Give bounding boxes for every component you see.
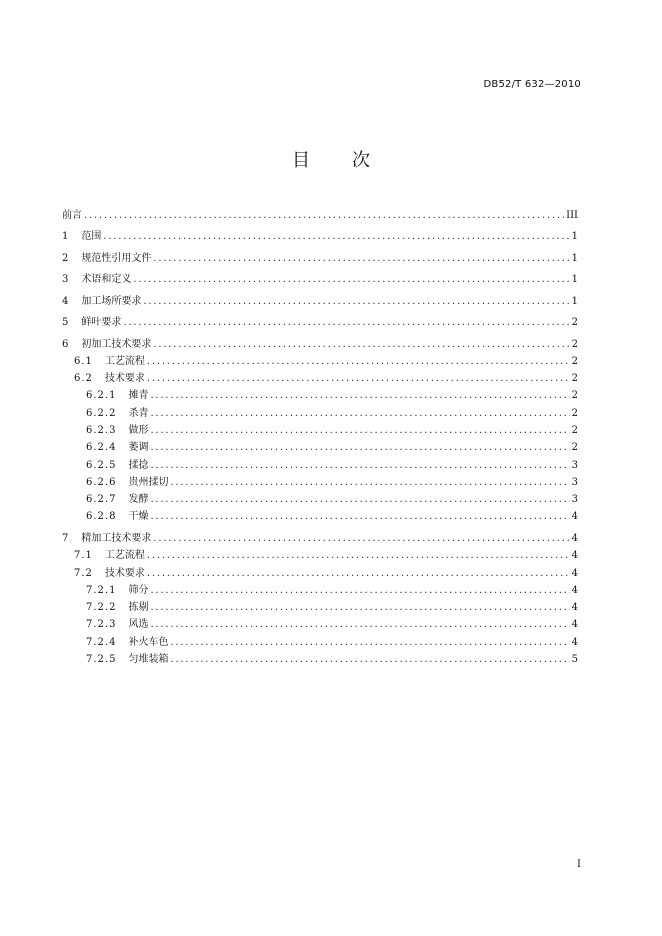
toc-entry[interactable] xyxy=(62,471,578,488)
toc-leader-dots xyxy=(147,550,570,561)
toc-entry-label: 初加工技术要求 xyxy=(81,338,152,350)
toc-entry-label: 前言 xyxy=(62,209,82,221)
toc-entry-label: 杀青 xyxy=(128,407,149,419)
toc-entry-label: 干燥 xyxy=(128,511,149,523)
toc-leader-dots xyxy=(150,460,569,471)
toc-entry-page: 4 xyxy=(571,550,578,562)
toc-entry[interactable] xyxy=(62,307,578,329)
toc-entry-label: 匀堆装箱 xyxy=(128,654,169,666)
toc-entry-number: 6.2.8 xyxy=(86,511,117,523)
toc-entry-page: 1 xyxy=(571,295,578,307)
toc-leader-dots xyxy=(84,210,564,221)
toc-leader-dots xyxy=(150,425,569,436)
toc-entry[interactable] xyxy=(62,199,578,221)
document-code: DB52/T 632—2010 xyxy=(483,79,581,90)
toc-entry-page: 4 xyxy=(571,602,578,614)
toc-leader-dots xyxy=(150,494,569,505)
page-number: I xyxy=(577,859,581,870)
toc-entry-label: 摊青 xyxy=(128,390,149,402)
toc-entry-page: 1 xyxy=(571,231,578,242)
toc-leader-dots xyxy=(150,408,569,419)
toc-entry-label: 做形 xyxy=(128,424,149,436)
toc-entry-number: 5 xyxy=(62,317,70,328)
toc-entry-page: 2 xyxy=(571,373,578,385)
toc-entry-number: 7 xyxy=(62,532,70,544)
toc-entry-number: 6.2 xyxy=(74,373,93,385)
toc-entry[interactable] xyxy=(62,522,578,544)
toc-leader-dots xyxy=(147,356,570,367)
toc-entry-label: 揉捻 xyxy=(128,459,149,471)
toc-leader-dots xyxy=(153,339,569,350)
toc-entry-page: 1 xyxy=(571,274,578,285)
toc-entry-number: 7.2.2 xyxy=(86,602,117,614)
toc-entry-label: 补火车色 xyxy=(128,636,169,648)
toc-entry-label: 精加工技术要求 xyxy=(81,532,152,544)
toc-entry-number: 6.2.6 xyxy=(86,476,117,488)
toc-leader-dots xyxy=(143,296,569,307)
toc-entry-page: 3 xyxy=(571,459,578,471)
toc-entry-number: 7.2.5 xyxy=(86,654,117,666)
toc-entry-number: 4 xyxy=(62,295,70,307)
toc-entry[interactable] xyxy=(62,350,578,367)
toc-entry-label: 范围 xyxy=(81,231,102,242)
toc-entry-number: 1 xyxy=(62,231,70,242)
page-title: 目次 xyxy=(292,150,412,171)
toc-entry-label: 术语和定义 xyxy=(81,274,132,285)
toc-entry-label: 工艺流程 xyxy=(104,550,145,562)
toc-leader-dots xyxy=(153,533,569,544)
toc-entry-page: 1 xyxy=(571,252,578,264)
toc-entry[interactable] xyxy=(62,544,578,561)
toc-entry[interactable] xyxy=(62,242,578,264)
toc-leader-dots xyxy=(133,274,569,285)
toc-leader-dots xyxy=(103,231,569,242)
toc-entry-number: 6.2.3 xyxy=(86,424,117,436)
toc-entry[interactable] xyxy=(62,488,578,505)
toc-entry[interactable] xyxy=(62,505,578,522)
toc-entry[interactable] xyxy=(62,436,578,453)
toc-entry-label: 鲜叶要求 xyxy=(81,317,122,328)
toc-entry-label: 萎调 xyxy=(128,442,149,454)
toc-entry[interactable] xyxy=(62,367,578,384)
toc-leader-dots xyxy=(150,511,569,522)
toc-entry-page: 2 xyxy=(571,317,578,328)
toc-entry[interactable] xyxy=(62,596,578,613)
toc-entry-label: 规范性引用文件 xyxy=(81,252,152,264)
toc-entry-label: 技术要求 xyxy=(104,567,145,579)
toc-leader-dots xyxy=(147,568,570,579)
toc-entry-number: 6.2.1 xyxy=(86,390,117,402)
toc-entry[interactable] xyxy=(62,401,578,418)
toc-leader-dots xyxy=(150,585,569,596)
toc-entry-label: 发酵 xyxy=(128,494,149,506)
toc-entry[interactable] xyxy=(62,453,578,470)
toc-entry-number: 6.2.5 xyxy=(86,459,117,471)
toc-entry-page: 5 xyxy=(571,654,578,666)
toc-entry-number: 7.2.4 xyxy=(86,636,117,648)
toc-leader-dots xyxy=(123,317,569,328)
toc-entry[interactable] xyxy=(62,613,578,630)
table-of-contents xyxy=(62,199,578,665)
toc-entry-number: 6.1 xyxy=(74,355,93,367)
toc-entry[interactable] xyxy=(62,328,578,350)
toc-entry-page: 2 xyxy=(571,424,578,436)
toc-entry[interactable] xyxy=(62,221,578,243)
toc-entry-number: 2 xyxy=(62,252,70,264)
toc-entry-number: 6.2.2 xyxy=(86,407,117,419)
toc-entry-label: 拣剔 xyxy=(128,602,149,614)
toc-entry[interactable] xyxy=(62,561,578,578)
toc-entry-page: 4 xyxy=(571,636,578,648)
toc-entry-label: 贵州揉切 xyxy=(128,476,169,488)
toc-entry[interactable] xyxy=(62,419,578,436)
toc-entry[interactable] xyxy=(62,285,578,307)
toc-leader-dots xyxy=(170,477,569,488)
toc-entry-label: 风选 xyxy=(128,619,149,631)
toc-entry-page: 4 xyxy=(571,619,578,631)
toc-entry-number: 7.1 xyxy=(74,550,93,562)
toc-entry-page: 2 xyxy=(571,407,578,419)
toc-entry-label: 技术要求 xyxy=(104,373,145,385)
toc-leader-dots xyxy=(170,654,569,665)
toc-entry-number: 7.2.1 xyxy=(86,584,117,596)
toc-entry[interactable] xyxy=(62,384,578,401)
toc-leader-dots xyxy=(150,390,569,401)
toc-entry[interactable] xyxy=(62,264,578,286)
toc-entry-number: 3 xyxy=(62,274,70,285)
toc-entry[interactable] xyxy=(62,630,578,647)
toc-entry-page: 2 xyxy=(571,338,578,350)
toc-entry-page: 3 xyxy=(571,494,578,506)
toc-leader-dots xyxy=(150,602,569,613)
toc-entry-number: 7.2 xyxy=(74,567,93,579)
toc-entry-page: 4 xyxy=(571,567,578,579)
toc-entry-page: III xyxy=(566,209,578,221)
toc-entry-number: 6 xyxy=(62,338,70,350)
toc-leader-dots xyxy=(153,253,569,264)
toc-entry-page: 2 xyxy=(571,355,578,367)
toc-entry-label: 工艺流程 xyxy=(104,355,145,367)
toc-entry-label: 筛分 xyxy=(128,584,149,596)
toc-entry-page: 3 xyxy=(571,476,578,488)
toc-entry-page: 2 xyxy=(571,442,578,454)
toc-entry-page: 4 xyxy=(571,584,578,596)
toc-entry[interactable] xyxy=(62,648,578,665)
toc-entry-page: 2 xyxy=(571,390,578,402)
toc-entry-page: 4 xyxy=(571,532,578,544)
toc-leader-dots xyxy=(147,373,570,384)
toc-entry-label: 加工场所要求 xyxy=(81,295,142,307)
toc-leader-dots xyxy=(170,637,569,648)
toc-leader-dots xyxy=(150,619,569,630)
toc-entry-page: 4 xyxy=(571,511,578,523)
toc-entry-number: 6.2.7 xyxy=(86,494,117,506)
toc-leader-dots xyxy=(150,442,569,453)
toc-entry-number: 7.2.3 xyxy=(86,619,117,631)
toc-entry[interactable] xyxy=(62,579,578,596)
toc-entry-number: 6.2.4 xyxy=(86,442,117,454)
